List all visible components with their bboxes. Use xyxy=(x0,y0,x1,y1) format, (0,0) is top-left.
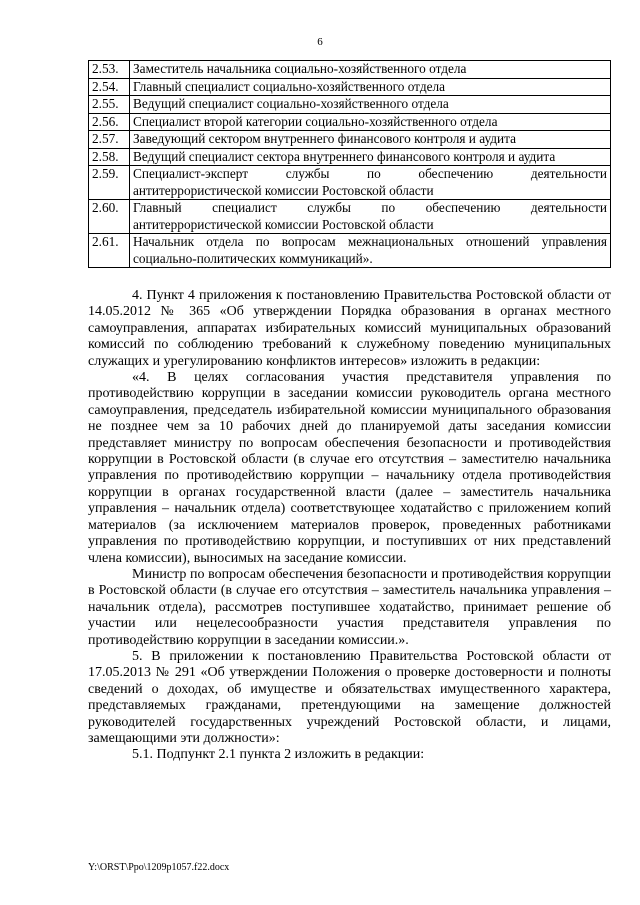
table-row xyxy=(89,166,611,200)
row-text: Специалист второй категории социально-хозяйственного отдела xyxy=(130,113,611,131)
footer-file-path: Y:\ORST\Ppo\1209p1057.f22.docx xyxy=(88,862,230,873)
table-row xyxy=(89,96,611,114)
row-text: Ведущий специалист социально-хозяйственного отдела xyxy=(130,96,611,114)
paragraph-quoted-item-4: «4. В целях согласования участия представителя управления по противодействию коррупции в заседании комиссии руководитель органа местного самоуправления, председатель избирательной комиссии муниципального образования не позднее чем за 10 рабочих дней до планируемой даты заседания комиссии представляет министру по вопросам обеспечения безопасности и противодействия коррупции в Ростовской области (в случае его отсутствия – заместителю начальника управления по противодействию коррупции – начальнику отдела противодействия коррупции в органах государственной власти (далее – заместитель начальника управления – начальник отдела) соответствующее ходатайство с приложением копий материалов (за исключением материалов проверок, проведенных работниками управления по противодействию коррупции, и поступивших от них представлений члена комиссии), выносимых на заседание комиссии. xyxy=(88,370,611,566)
positions-table xyxy=(88,60,611,268)
table-row xyxy=(89,148,611,166)
row-text xyxy=(130,234,611,268)
row-text-line: антитеррористической комиссии Ростовской области xyxy=(133,182,434,198)
paragraph-item-4: 4. Пункт 4 приложения к постановлению Правительства Ростовской области от 14.05.2012 № 365 «Об утверждении Порядка образования в органах местного самоуправления, аппаратах избирательных комиссий муниципальных образований комиссий по соблюдению требований к служебному поведению муниципальных служащих и урегулированию конфликтов интересов» изложить в редакции: xyxy=(88,288,611,369)
row-text-line: Главный специалист службы по обеспечению деятельности xyxy=(133,200,607,215)
table-row xyxy=(89,234,611,268)
table-row xyxy=(89,200,611,234)
row-number: 2.57. xyxy=(89,131,130,149)
row-number: 2.55. xyxy=(89,96,130,114)
paragraph-item-5-1: 5.1. Подпункт 2.1 пункта 2 изложить в редакции: xyxy=(132,747,425,763)
paragraph-item-5: 5. В приложении к постановлению Правительства Ростовской области от 17.05.2013 № 291 «Об утверждении Положения о проверке достоверности и полноты сведений о доходах, об имуществе и обязательствах имущественного характера, представляемых гражданами, претендующими на замещение должностей руководителей государственных учреждений Ростовской области, и лицами, замещающими эти должности»: xyxy=(88,648,611,746)
row-text: Заведующий сектором внутреннего финансового контроля и аудита xyxy=(130,131,611,149)
table-row xyxy=(89,61,611,79)
row-text xyxy=(130,200,611,234)
row-number: 2.53. xyxy=(89,61,130,79)
row-text-line: антитеррористической комиссии Ростовской области xyxy=(133,216,434,232)
table-row xyxy=(89,131,611,149)
row-text xyxy=(130,166,611,200)
row-text: Главный специалист социально-хозяйственного отдела xyxy=(130,78,611,96)
row-number: 2.60. xyxy=(89,200,130,234)
row-text: Заместитель начальника социально-хозяйственного отдела xyxy=(130,61,611,79)
table-row xyxy=(89,78,611,96)
row-text: Ведущий специалист сектора внутреннего финансового контроля и аудита xyxy=(130,148,611,166)
row-number: 2.58. xyxy=(89,148,130,166)
row-number: 2.56. xyxy=(89,113,130,131)
row-text-line: Начальник отдела по вопросам межнациональных отношений управления xyxy=(133,234,607,249)
paragraph-minister-decision: Министр по вопросам обеспечения безопасности и противодействия коррупции в Ростовской области (в случае его отсутствия – заместитель начальника управления – начальник отдела), рассмотрев поступившее ходатайство, принимает решение об участии или нецелесообразности участия представителя управления по противодействию коррупции в заседании комиссии.». xyxy=(88,566,611,648)
row-text-line: социально-политических коммуникаций». xyxy=(133,250,373,266)
row-number: 2.54. xyxy=(89,78,130,96)
table-row xyxy=(89,113,611,131)
page-number: 6 xyxy=(317,36,323,48)
row-text-line: Специалист-эксперт службы по обеспечению деятельности xyxy=(133,166,607,181)
row-number: 2.59. xyxy=(89,166,130,200)
document-body xyxy=(88,288,611,764)
row-number: 2.61. xyxy=(89,234,130,268)
